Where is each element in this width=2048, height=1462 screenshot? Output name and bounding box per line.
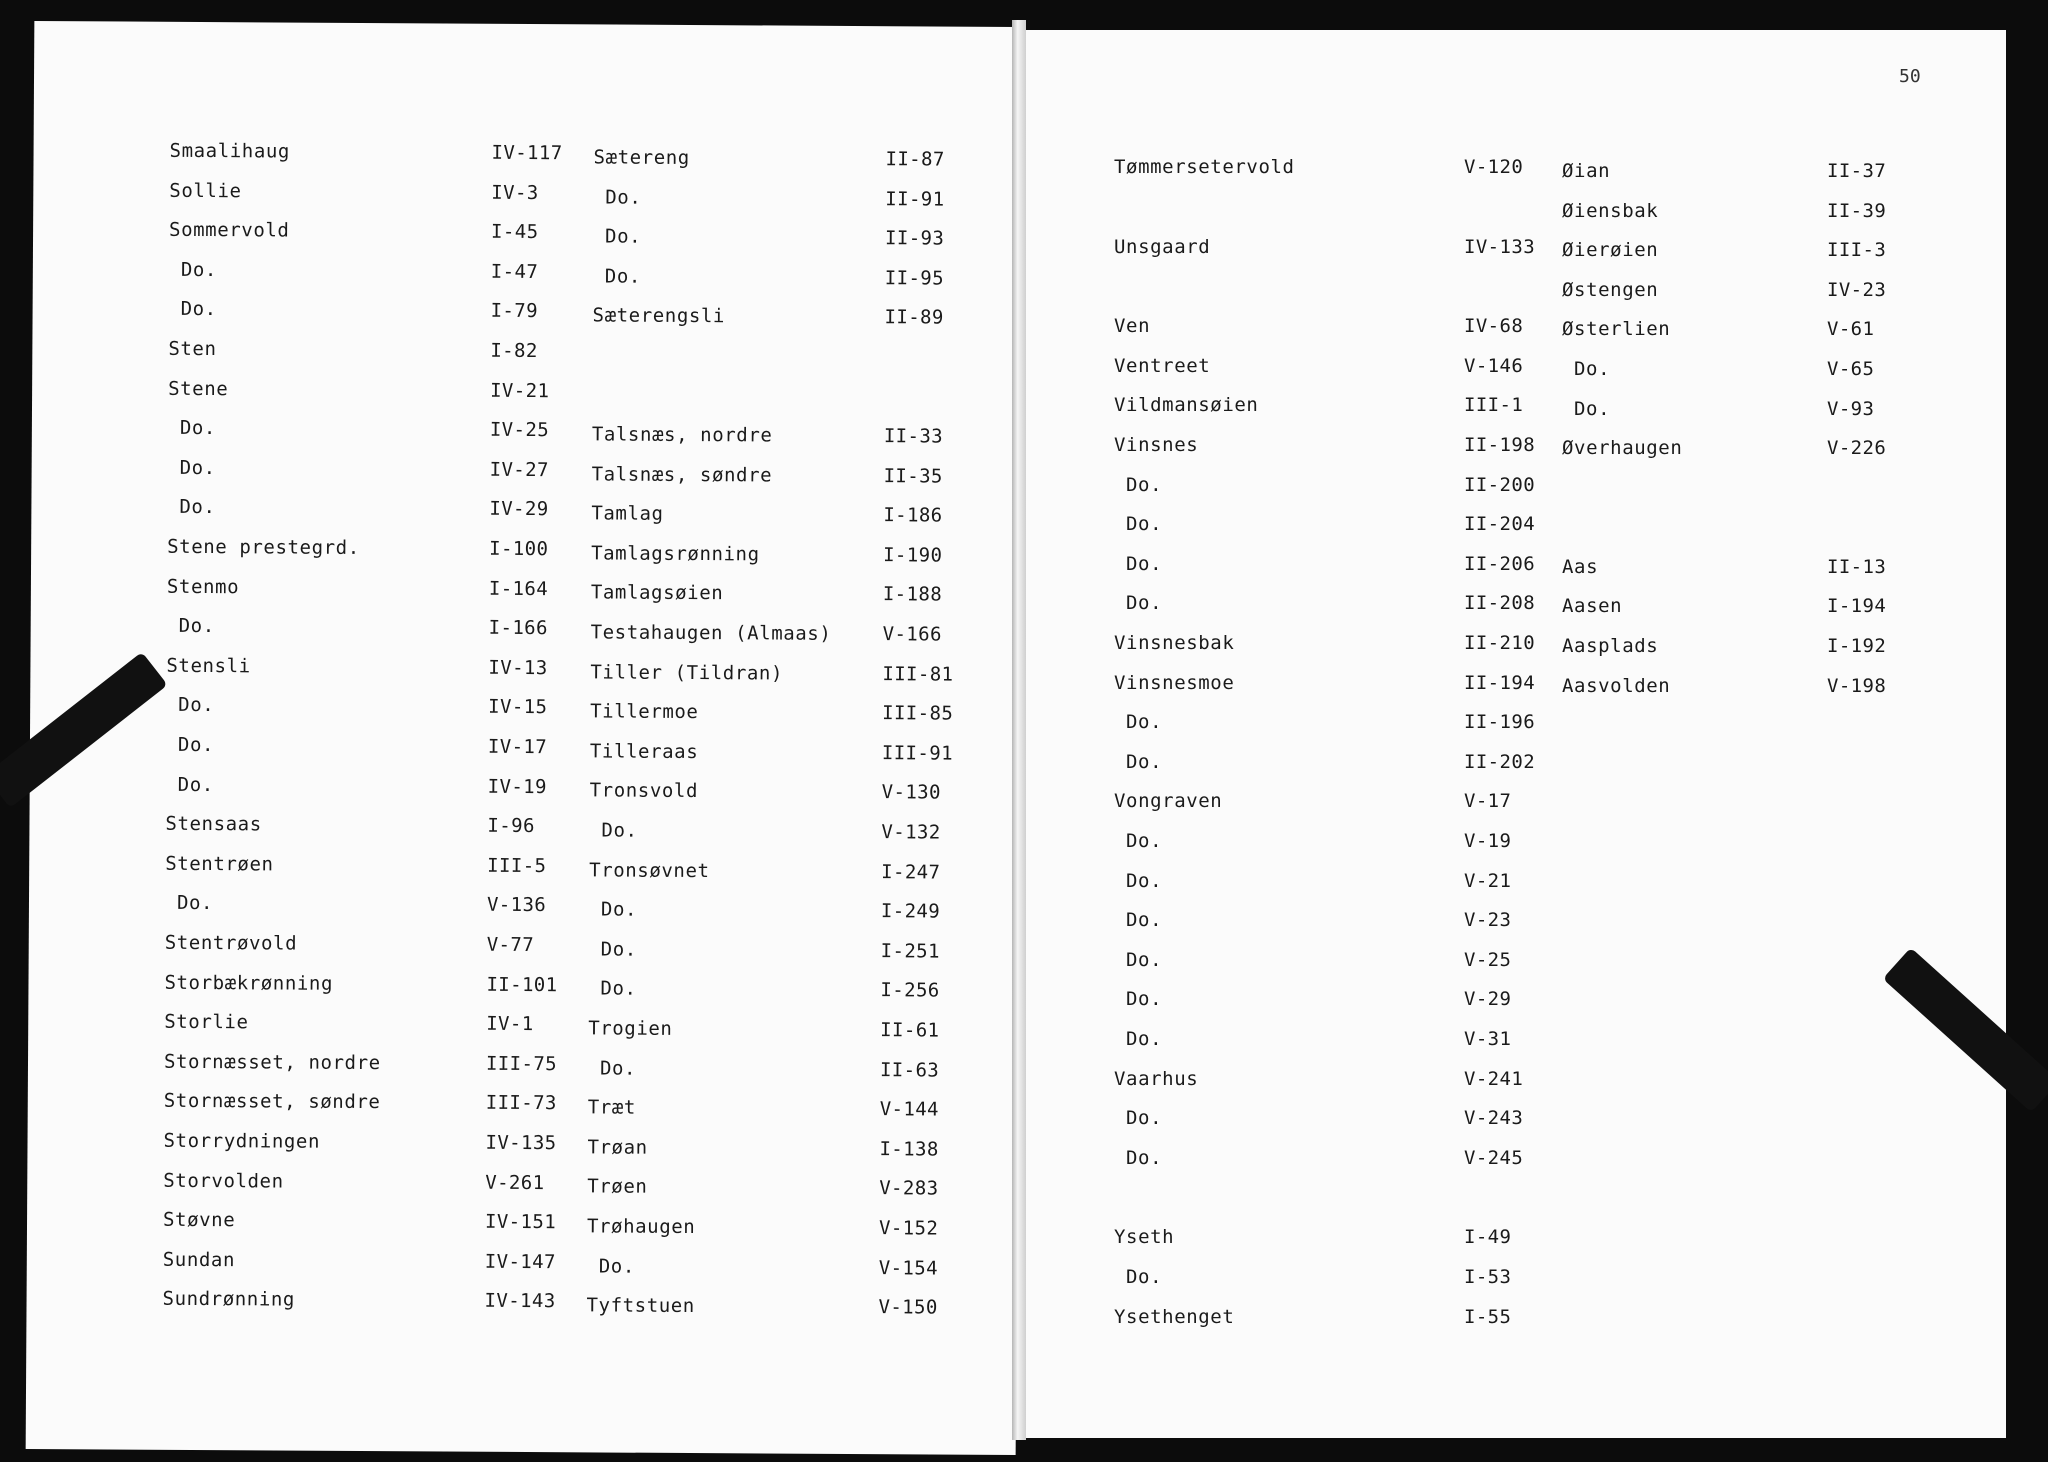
place-name: Do.	[1126, 830, 1163, 852]
place-name: Do.	[600, 898, 638, 921]
volume-page-reference: V-243	[1464, 1107, 1524, 1130]
volume-page-reference: IV-1	[486, 1012, 534, 1036]
volume-page-reference: IV-151	[484, 1210, 557, 1234]
book-spine	[1012, 20, 1026, 1440]
volume-page-reference: II-200	[1464, 473, 1536, 496]
volume-page-reference: II-210	[1464, 632, 1536, 654]
volume-page-reference: V-65	[1827, 358, 1875, 380]
place-name: Do.	[1126, 1107, 1163, 1130]
volume-page-reference: I-96	[487, 814, 535, 838]
place-name: Sæterengsli	[592, 304, 726, 328]
volume-page-reference: III-85	[882, 702, 954, 725]
right-page	[1022, 30, 2006, 1438]
volume-page-reference: II-93	[884, 227, 945, 250]
place-name: Do.	[601, 819, 638, 842]
volume-page-reference: II-198	[1464, 434, 1536, 456]
place-name: Trøhaugen	[586, 1215, 696, 1239]
volume-page-reference: V-19	[1464, 830, 1512, 852]
place-name: Do.	[1126, 869, 1163, 892]
volume-page-reference: II-37	[1827, 160, 1887, 182]
place-name: Sollie	[169, 179, 242, 202]
volume-page-reference: II-35	[883, 464, 943, 488]
place-name: Aasvolden	[1562, 674, 1671, 697]
place-name: Ysethenget	[1114, 1305, 1235, 1328]
place-name: Do.	[1126, 909, 1163, 932]
place-name: Do.	[1126, 473, 1163, 496]
volume-page-reference: V-198	[1827, 674, 1887, 697]
volume-page-reference: II-101	[486, 973, 558, 996]
place-name: Do.	[1126, 552, 1163, 575]
volume-page-reference: II-208	[1464, 592, 1536, 615]
volume-page-reference: IV-147	[484, 1250, 556, 1273]
volume-page-reference: II-91	[885, 187, 945, 211]
volume-page-reference: IV-21	[490, 379, 550, 402]
volume-page-reference: V-146	[1464, 354, 1524, 377]
volume-page-reference: V-245	[1464, 1146, 1524, 1169]
place-name: Do.	[179, 456, 216, 479]
place-name: Sommervold	[169, 219, 290, 242]
place-name: Do.	[600, 938, 637, 961]
place-name: Østerlien	[1562, 318, 1671, 341]
place-name: Stene prestegrd.	[167, 535, 360, 559]
volume-page-reference: III-1	[1464, 394, 1524, 417]
place-name: Do.	[1126, 948, 1163, 971]
place-name: Tronsøvnet	[589, 858, 710, 882]
volume-page-reference: IV-23	[1827, 278, 1887, 301]
volume-page-reference: I-251	[880, 939, 940, 963]
volume-page-reference: V-152	[878, 1217, 939, 1240]
volume-page-reference: I-138	[879, 1137, 939, 1161]
volume-page-reference: I-49	[1464, 1226, 1512, 1249]
volume-page-reference: I-249	[880, 900, 941, 923]
volume-page-reference: I-186	[883, 504, 943, 527]
volume-page-reference: IV-3	[491, 181, 539, 204]
place-name: Storbækrønning	[164, 971, 334, 995]
place-name: Do.	[605, 186, 642, 209]
volume-page-reference: V-25	[1464, 948, 1512, 971]
place-name: Vongraven	[1114, 790, 1223, 813]
volume-page-reference: IV-19	[487, 775, 547, 798]
place-name: Do.	[180, 298, 217, 321]
place-name: Tiller (Tildran)	[590, 660, 784, 685]
volume-page-reference: II-194	[1464, 671, 1536, 694]
volume-page-reference: IV-13	[488, 656, 548, 679]
volume-page-reference: III-73	[485, 1092, 557, 1115]
place-name: Tilleraas	[589, 740, 699, 763]
volume-page-reference: IV-27	[489, 458, 549, 481]
place-name: Yseth	[1114, 1226, 1175, 1249]
place-name: Stenmo	[166, 575, 240, 598]
volume-page-reference: II-202	[1464, 750, 1536, 773]
volume-page-reference: I-188	[882, 583, 943, 606]
place-name: Do.	[179, 417, 217, 440]
volume-page-reference: II-95	[884, 266, 945, 290]
volume-page-reference: III-81	[882, 662, 954, 686]
volume-page-reference: IV-29	[489, 498, 549, 521]
volume-page-reference: III-3	[1827, 239, 1887, 262]
place-name: Ventreet	[1114, 354, 1211, 377]
volume-page-reference: V-144	[879, 1098, 940, 1121]
place-name: Vinsnesmoe	[1114, 671, 1235, 694]
place-name: Do.	[179, 496, 216, 519]
volume-page-reference: V-17	[1464, 790, 1512, 813]
place-name: Storrydningen	[163, 1129, 321, 1153]
place-name: Talsnæs, søndre	[591, 462, 773, 487]
volume-page-reference: IV-68	[1464, 315, 1524, 338]
volume-page-reference: I-190	[883, 543, 943, 567]
volume-page-reference: V-150	[878, 1296, 938, 1319]
page-number: 50	[1899, 66, 1921, 87]
place-name: Øverhaugen	[1562, 437, 1683, 460]
volume-page-reference: I-247	[881, 860, 941, 884]
volume-page-reference: I-166	[488, 616, 548, 640]
place-name: Do.	[178, 615, 215, 638]
place-name: Aasen	[1562, 595, 1623, 618]
place-name: Do.	[599, 1057, 637, 1080]
volume-page-reference: I-194	[1827, 595, 1887, 618]
volume-page-reference: V-130	[881, 781, 941, 804]
place-name: Sætereng	[593, 146, 690, 169]
place-name: Do.	[1126, 513, 1163, 536]
place-name: Talsnæs, nordre	[591, 423, 773, 447]
place-name: Smaalihaug	[169, 139, 291, 163]
place-name: Stentrøen	[165, 852, 274, 876]
place-name: Tamlag	[591, 502, 664, 526]
volume-page-reference: II-206	[1464, 552, 1536, 575]
place-name: Do.	[600, 977, 637, 1001]
place-name: Do.	[1126, 1028, 1163, 1050]
volume-page-reference: I-82	[490, 339, 538, 363]
volume-page-reference: III-91	[881, 741, 954, 765]
volume-page-reference: V-21	[1464, 869, 1512, 892]
volume-page-reference: V-93	[1827, 397, 1875, 420]
place-name: Stensli	[166, 654, 251, 678]
place-name: Do.	[1126, 1146, 1163, 1169]
place-name: Do.	[1126, 1266, 1163, 1288]
place-name: Do.	[1126, 988, 1163, 1011]
place-name: Tamlagsøien	[590, 581, 724, 605]
volume-page-reference: I-53	[1464, 1266, 1512, 1288]
place-name: Do.	[177, 773, 214, 796]
volume-page-reference: II-13	[1827, 555, 1887, 578]
place-name: Østengen	[1562, 278, 1659, 301]
place-name: Do.	[598, 1255, 635, 1278]
place-name: Sundan	[162, 1248, 236, 1272]
place-name: Do.	[1126, 711, 1163, 734]
place-name: Stornæsset, nordre	[163, 1050, 381, 1074]
place-name: Sten	[168, 337, 217, 361]
place-name: Stensaas	[165, 812, 262, 836]
volume-page-reference: V-120	[1464, 156, 1524, 178]
volume-page-reference: II-204	[1464, 513, 1536, 536]
volume-page-reference: IV-135	[485, 1131, 557, 1155]
place-name: Stentrøvold	[164, 931, 298, 955]
place-name: Tyftstuen	[586, 1294, 695, 1318]
place-name: Do.	[176, 892, 214, 915]
place-name: Do.	[604, 225, 642, 248]
place-name: Storlie	[164, 1010, 249, 1034]
place-name: Do.	[604, 265, 642, 288]
place-name: Unsgaard	[1114, 235, 1211, 258]
volume-page-reference: I-256	[880, 979, 940, 1002]
place-name: Trogien	[588, 1017, 673, 1040]
place-name: Vinsnesbak	[1114, 632, 1235, 654]
volume-page-reference: V-283	[879, 1177, 939, 1200]
volume-page-reference: V-132	[881, 821, 941, 844]
place-name: Øiensbak	[1562, 199, 1659, 222]
volume-page-reference: V-261	[485, 1171, 545, 1194]
place-name: Vaarhus	[1114, 1067, 1199, 1090]
volume-page-reference: I-45	[491, 220, 539, 244]
volume-page-reference: V-241	[1464, 1067, 1524, 1090]
volume-page-reference: I-79	[490, 300, 539, 323]
place-name: Trøen	[587, 1175, 648, 1199]
place-name: Tømmersetervold	[1114, 156, 1295, 178]
place-name: Tillermoe	[590, 700, 699, 724]
volume-page-reference: V-154	[878, 1256, 939, 1280]
volume-page-reference: I-47	[490, 260, 539, 283]
place-name: Øierøien	[1562, 239, 1659, 262]
volume-page-reference: V-226	[1827, 437, 1887, 460]
volume-page-reference: II-63	[879, 1058, 940, 1082]
place-name: Stene	[168, 377, 229, 400]
place-name: Do.	[1126, 592, 1163, 615]
volume-page-reference: V-61	[1827, 318, 1875, 341]
place-name: Aas	[1562, 555, 1599, 578]
left-page	[26, 21, 1025, 1455]
place-name: Sundrønning	[162, 1288, 296, 1311]
volume-page-reference: V-23	[1464, 909, 1512, 932]
place-name: Vildmansøien	[1114, 394, 1259, 417]
volume-page-reference: V-166	[882, 623, 942, 646]
volume-page-reference: I-192	[1827, 635, 1887, 657]
place-name: Do.	[177, 733, 215, 757]
place-name: Do.	[178, 694, 215, 717]
volume-page-reference: V-77	[486, 933, 535, 957]
volume-page-reference: IV-15	[488, 696, 548, 719]
volume-page-reference: II-39	[1827, 199, 1887, 222]
volume-page-reference: IV-133	[1464, 235, 1536, 258]
place-name: Vinsnes	[1114, 434, 1199, 456]
place-name: Testahaugen (Almaas)	[590, 621, 832, 645]
volume-page-reference: II-196	[1464, 711, 1536, 734]
volume-page-reference: IV-17	[487, 735, 548, 759]
place-name: Øian	[1562, 160, 1611, 182]
place-name: Do.	[1574, 358, 1611, 380]
volume-page-reference: II-33	[883, 425, 944, 448]
place-name: Tamlagsrønning	[591, 542, 760, 566]
place-name: Aasplads	[1562, 635, 1659, 657]
volume-page-reference: IV-25	[489, 418, 550, 442]
volume-page-reference: II-89	[884, 306, 944, 329]
volume-page-reference: III-5	[487, 854, 547, 877]
place-name: Stornæsset, søndre	[163, 1090, 381, 1114]
place-name: Støvne	[162, 1208, 236, 1232]
volume-page-reference: I-164	[488, 577, 549, 600]
place-name: Ven	[1114, 315, 1151, 338]
place-name: Do.	[1126, 750, 1163, 773]
volume-page-reference: IV-117	[491, 141, 563, 165]
volume-page-reference: II-61	[880, 1019, 940, 1042]
volume-page-reference: V-31	[1464, 1028, 1512, 1050]
volume-page-reference: V-29	[1464, 988, 1512, 1011]
volume-page-reference: V-136	[486, 894, 547, 917]
volume-page-reference: III-75	[485, 1052, 558, 1075]
place-name: Tronsvold	[589, 779, 699, 803]
place-name: Do.	[1574, 397, 1611, 420]
volume-page-reference: II-87	[885, 148, 945, 171]
place-name: Træt	[587, 1096, 636, 1119]
volume-page-reference: I-100	[489, 537, 549, 561]
place-name: Storvolden	[163, 1169, 284, 1193]
place-name: Do.	[180, 258, 218, 281]
place-name: Trøan	[587, 1136, 648, 1159]
volume-page-reference: I-55	[1464, 1305, 1512, 1328]
volume-page-reference: IV-143	[484, 1290, 556, 1313]
